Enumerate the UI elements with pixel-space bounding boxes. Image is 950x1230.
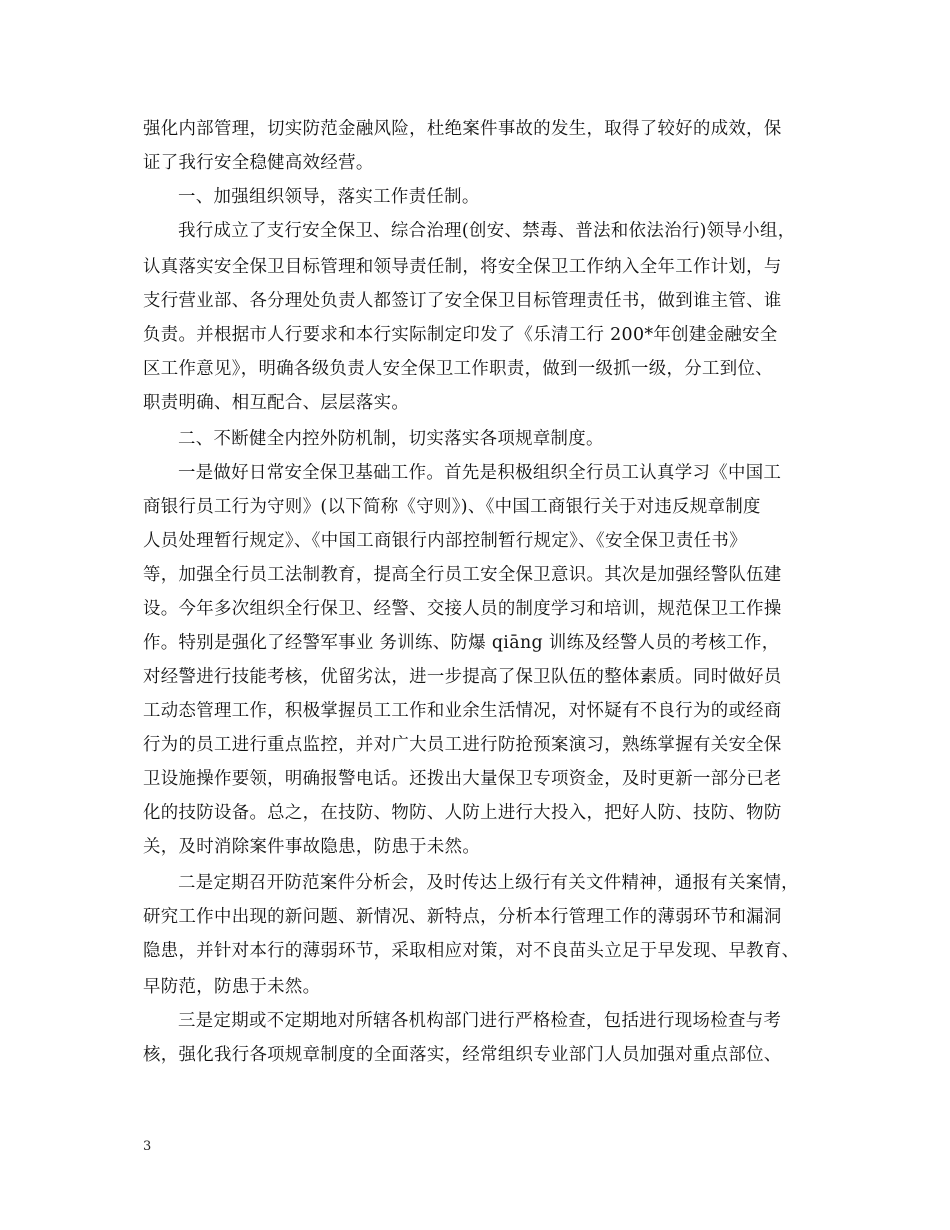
body-text-line: 对经警进行技能考核，优留劣汰，进一步提高了保卫队伍的整体素质。同时做好员 — [143, 667, 782, 687]
body-text-line: 早防范，防患于未然。 — [143, 977, 321, 997]
body-text-line: 支行营业部、各分理处负责人都签订了安全保卫目标管理责任书，做到谁主管、谁 — [143, 291, 782, 311]
body-text-line: 化的技防设备。总之，在技防、物防、人防上进行大投入，把好人防、技防、物防 — [143, 803, 782, 823]
body-text-line: 隐患，并针对本行的薄弱环节，采取相应对策，对不良苗头立足于早发现、早教育、 — [143, 941, 800, 961]
body-text-line: 人员处理暂行规定》、《中国工商银行内部控制暂行规定》、《安全保卫责任书》 — [143, 531, 747, 551]
page-number: 3 — [143, 1139, 152, 1154]
body-text-line: 设。今年多次组织全行保卫、经警、交接人员的制度学习和培训，规范保卫工作操 — [143, 599, 782, 619]
body-text-line: 职责明确、相互配合、层层落实。 — [143, 393, 410, 413]
body-text-line: 区工作意见》，明确各级负责人安全保卫工作职责，做到一级抓一级，分工到位、 — [143, 359, 773, 379]
body-text-line: 证了我行安全稳健高效经营。 — [143, 153, 374, 173]
body-text-line: 强化内部管理，切实防范金融风险，杜绝案件事故的发生，取得了较好的成效，保 — [143, 119, 782, 139]
body-text-line: 一是做好日常安全保卫基础工作。首先是积极组织全行员工认真学习《中国工 — [178, 463, 782, 483]
body-text-line: 卫设施操作要领，明确报警电话。还拨出大量保卫专项资金，及时更新一部分已老 — [143, 769, 782, 789]
body-text-line: 作。特别是强化了经警军事业 务训练、防爆 qiāng 训练及经警人员的考核工作， — [143, 633, 780, 653]
body-text-line: 商银行员工行为守则》(以下简称《守则》)、《中国工商银行关于对违反规章制度 — [143, 497, 761, 517]
body-text-line: 等，加强全行员工法制教育，提高全行员工安全保卫意识。其次是加强经警队伍建 — [143, 565, 782, 585]
body-text-line: 行为的员工进行重点监控，并对广大员工进行防抢预案演习，熟练掌握有关安全保 — [143, 735, 782, 755]
section-heading: 二、不断健全内控外防机制，切实落实各项规章制度。 — [178, 429, 604, 449]
section-heading: 一、加强组织领导，落实工作责任制。 — [178, 187, 480, 207]
body-text-line: 关，及时消除案件事故隐患，防患于未然。 — [143, 837, 481, 857]
body-text-line: 工动态管理工作，积极掌握员工工作和业余生活情况，对怀疑有不良行为的或经商 — [143, 701, 782, 721]
body-text-line: 二是定期召开防范案件分析会，及时传达上级行有关文件精神，通报有关案情， — [178, 873, 799, 893]
body-text-line: 三是定期或不定期地对所辖各机构部门进行严格检查，包括进行现场检查与考 — [178, 1011, 782, 1031]
body-text-line: 认真落实安全保卫目标管理和领导责任制，将安全保卫工作纳入全年工作计划，与 — [143, 257, 782, 277]
body-text-line: 我行成立了支行安全保卫、综合治理(创安、禁毒、普法和依法治行)领导小组， — [178, 221, 796, 241]
body-text-line: 负责。并根据市人行要求和本行实际制定印发了《乐清工行 200*年创建金融安全 — [143, 325, 778, 345]
body-text-line: 核，强化我行各项规章制度的全面落实，经常组织专业部门人员加强对重点部位、 — [143, 1045, 782, 1065]
body-text-line: 研究工作中出现的新问题、新情况、新特点，分析本行管理工作的薄弱环节和漏洞 — [143, 907, 782, 927]
